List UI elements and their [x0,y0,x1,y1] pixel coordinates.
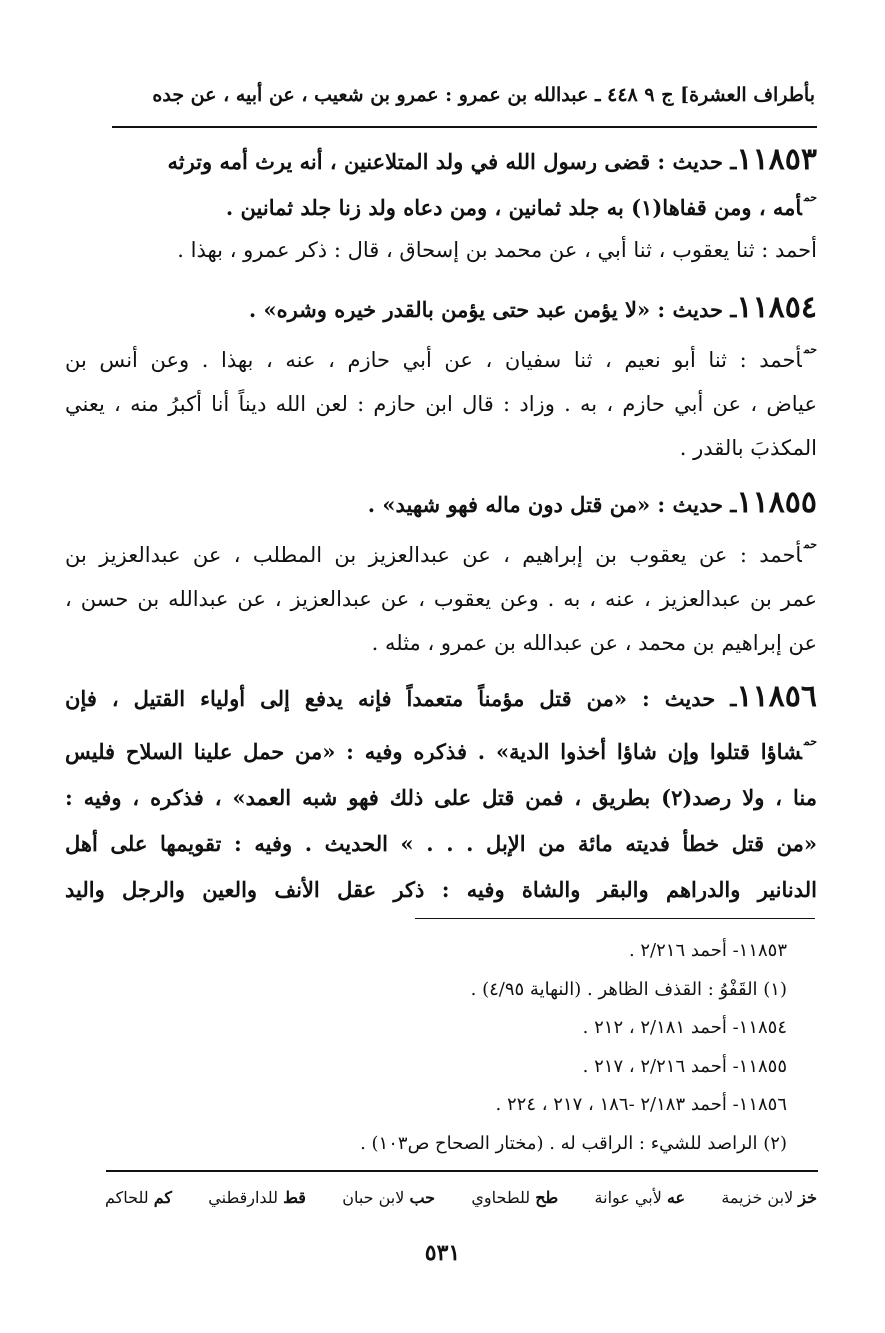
legend-label: للدارقطني [208,1188,278,1207]
footnote: ١١٨٥٣- أحمد ٢/٢١٦ . [628,940,787,961]
legend-label: لابن خزيمة [721,1188,794,1207]
entry-text: ـ حديث : «لا يؤمن عبد حتى يؤمن بالقدر خيره وشره» . [248,297,737,322]
legend-code: قط [283,1188,306,1207]
musnad-ahmad-symbol: حم [803,191,817,204]
footnote: ١١٨٥٦- أحمد ٢/١٨٣ -١٨٦ ، ٢١٧ ، ٢٢٤ . [495,1094,787,1115]
entry-source-line: أحمد : ثنا يعقوب ، ثنا أبي ، عن محمد بن إسحاق ، قال : ذكر عمرو ، بهذا . [177,238,817,262]
legend-item [721,1188,817,1207]
entry-text: ـ حديث : قضى رسول الله في ولد المتلاعنين ، أنه يرث أمه وترثه [167,149,737,174]
entry-line: منا ، ولا رصد(٢) بطريق ، فمن قتل على ذلك فهو شبه العمد» ، فذكره ، وفيه : [65,785,817,810]
header-rule [112,126,817,128]
entry-line [65,180,817,226]
footnotes [87,932,787,1163]
running-header: بأطراف العشرة] ج ٩ ٤٤٨ ـ عبدالله بن عمرو : عمرو بن شعيب ، عن أبيه ، عن جده [152,84,815,106]
hadith-entry [65,290,817,470]
legend-item [471,1188,558,1207]
entry-source-line [65,523,817,577]
legend-rule [106,1170,818,1172]
footnote: ١١٨٥٤- أحمد ٢/١٨١ ، ٢١٢ . [582,1017,787,1038]
legend-label: لأبي عوانة [594,1188,662,1207]
entry-number: ١١٨٥٦ [736,679,817,714]
entry-first-line [65,142,817,180]
legend-label: للحاكم [105,1188,149,1207]
entry-first-line [65,290,817,328]
legend-code: طح [535,1188,559,1207]
entry-first-line [65,677,817,719]
hadith-entry [65,677,817,913]
entry-first-line [65,485,817,523]
musnad-ahmad-symbol: حم [803,735,817,748]
entry-text: أمه ، ومن قفاها(١) به جلد ثمانين ، ومن دعاه ولد زنا جلد ثمانين . [225,195,802,220]
musnad-ahmad-symbol: حم [803,538,817,551]
legend-label: لابن حبان [342,1188,405,1207]
musnad-ahmad-symbol: حم [803,343,817,356]
entry-line [65,719,817,775]
page-number: ٥٣١ [424,1240,461,1266]
entry-text: شاؤا قتلوا وإن شاؤا أخذوا الدية» . فذكره وفيه : «من حمل علينا السلاح فليس [65,739,802,764]
legend-item [208,1188,306,1207]
abbreviation-legend [105,1188,817,1207]
entry-number: ١١٨٥٤ [736,290,817,325]
entry-line: عياض ، عن أبي حازم ، به . وزاد : قال ابن حازم : لعن الله ديناً أنا أكبرُ منه ، يعني [65,392,817,416]
entry-line: الدنانير والدراهم والبقر والشاة وفيه : ذكر عقل الأنف والعين والرجل واليد [65,877,817,902]
legend-code: خز [798,1188,817,1207]
entry-number: ١١٨٥٣ [736,142,817,177]
legend-item [105,1188,172,1207]
entry-number: ١١٨٥٥ [736,485,817,520]
footnote: (٢) الراصد للشيء : الراقب له . (مختار الصحاح ص١٠٣) . [360,1132,787,1154]
footnote-rule [415,918,815,919]
entry-line: «من قتل خطأ فديته مائة من الإبل . . . » الحديث . وفيه : تقويمها على أهل [65,831,817,856]
entry-line: عن إبراهيم بن محمد ، عن عبدالله بن عمرو ، مثله . [371,631,817,655]
legend-label: للطحاوي [471,1188,531,1207]
hadith-entry [65,142,817,268]
footnote: ١١٨٥٥- أحمد ٢/٢١٦ ، ٢١٧ . [582,1055,787,1077]
legend-code: حب [409,1188,436,1207]
legend-item [595,1188,686,1207]
entry-text: ـ حديث : «من قتل دون ماله فهو شهيد» . [367,492,737,517]
hadith-entry [65,485,817,665]
legend-code: عه [666,1188,686,1207]
entry-line: عمر بن عبدالعزيز ، عنه ، به . وعن يعقوب ، عن عبدالعزيز ، عن عبدالله بن حسن ، [65,587,817,611]
entry-text: ـ حديث : «من قتل مؤمناً متعمداً فإنه يدفع إلى أولياء القتيل ، فإن [65,686,737,711]
legend-code: كم [153,1188,172,1207]
entry-text: أحمد : عن يعقوب بن إبراهيم ، عن عبدالعزيز بن المطلب ، عن عبدالعزيز بن [65,543,802,567]
footnote: (١) القَفْوُ : القذف الظاهر . (النهاية ٤/٩٥) . [470,978,787,1000]
entry-text: أحمد : ثنا أبو نعيم ، ثنا سفيان ، عن أبي حازم ، عنه ، بهذا . وعن أنس بن [65,348,802,372]
entry-line: المكذبَ بالقدر . [679,436,817,460]
legend-item [342,1188,435,1207]
entry-source-line [65,328,817,382]
